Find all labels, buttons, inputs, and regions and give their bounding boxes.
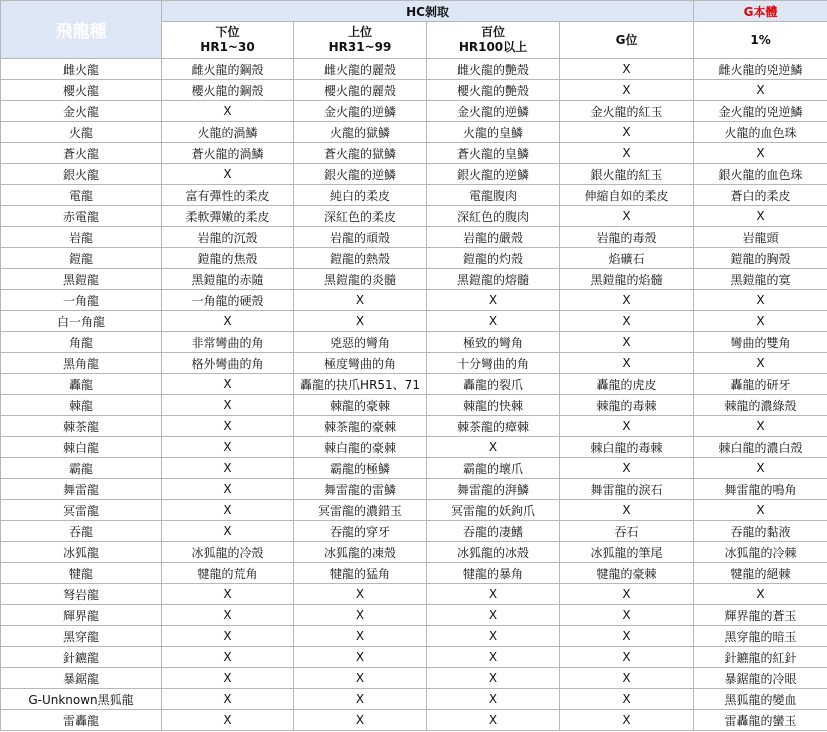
table-row <box>1 710 827 731</box>
material-cell: 黑狐龍的變血 <box>694 689 827 710</box>
material-cell: 冰狐龍的冰殼 <box>427 542 560 563</box>
material-cell: 棘龍的快棘 <box>427 395 560 416</box>
monster-name: 黑穿龍 <box>1 626 162 647</box>
material-cell: X <box>162 164 294 185</box>
material-cell: X <box>694 458 827 479</box>
material-cell: 輝界龍的蒼玉 <box>694 605 827 626</box>
material-cell: X <box>560 605 694 626</box>
material-cell: 岩龍的頑殼 <box>294 227 427 248</box>
material-cell: X <box>427 647 560 668</box>
material-cell: 柔軟彈嫩的柔皮 <box>162 206 294 227</box>
material-cell: 棘白龍的濃白殼 <box>694 437 827 458</box>
material-cell: 霸龍的壞爪 <box>427 458 560 479</box>
material-cell: 極度彎曲的角 <box>294 353 427 374</box>
monster-name: 輝界龍 <box>1 605 162 626</box>
material-cell: 黑穿龍的暗玉 <box>694 626 827 647</box>
material-cell: X <box>427 668 560 689</box>
material-cell: X <box>162 311 294 332</box>
table-row <box>1 416 827 437</box>
material-cell: 焰礦石 <box>560 248 694 269</box>
material-cell: X <box>560 122 694 143</box>
material-cell: 轟龍的抉爪HR51、71 <box>294 374 427 395</box>
material-cell: 犍龍的絕棘 <box>694 563 827 584</box>
material-cell: 伸縮自如的柔皮 <box>560 185 694 206</box>
table-row <box>1 269 827 290</box>
material-cell: X <box>560 206 694 227</box>
table-row <box>1 206 827 227</box>
material-cell: 棘龍的豪棘 <box>294 395 427 416</box>
material-cell: 蒼白的柔皮 <box>694 185 827 206</box>
monster-name: 霸龍 <box>1 458 162 479</box>
material-cell: X <box>162 500 294 521</box>
monster-name: 電龍 <box>1 185 162 206</box>
table-row <box>1 227 827 248</box>
table-row <box>1 332 827 353</box>
material-cell: X <box>694 353 827 374</box>
material-cell: 金火龍的兇逆鱗 <box>694 101 827 122</box>
table-row <box>1 584 827 605</box>
monster-name: 棘白龍 <box>1 437 162 458</box>
material-cell: 霸龍的極鱗 <box>294 458 427 479</box>
material-cell: X <box>560 668 694 689</box>
table-row <box>1 101 827 122</box>
material-cell: X <box>162 710 294 731</box>
table-row <box>1 668 827 689</box>
material-cell: X <box>694 80 827 101</box>
material-cell: 格外彎曲的角 <box>162 353 294 374</box>
material-cell: 舞雷龍的雷鱗 <box>294 479 427 500</box>
material-cell: X <box>294 668 427 689</box>
material-cell: 棘龍的毒棘 <box>560 395 694 416</box>
material-cell: 棘龍的濃綠殼 <box>694 395 827 416</box>
material-cell: X <box>560 353 694 374</box>
material-cell: 棘白龍的豪棘 <box>294 437 427 458</box>
material-cell: 鎧龍的焦殼 <box>162 248 294 269</box>
material-cell: 火龍的獄鱗 <box>294 122 427 143</box>
monster-name: 棘龍 <box>1 395 162 416</box>
col-header-high <box>294 22 427 59</box>
monster-name: 黑角龍 <box>1 353 162 374</box>
material-cell: 雷轟龍的蠻玉 <box>694 710 827 731</box>
material-cell: 吞龍的黏液 <box>694 521 827 542</box>
material-cell: 棘茶龍的瘴棘 <box>427 416 560 437</box>
material-cell: X <box>427 290 560 311</box>
table-row <box>1 59 827 80</box>
material-cell: 火龍的皇鱗 <box>427 122 560 143</box>
material-cell: X <box>294 710 427 731</box>
material-cell: 火龍的渦鱗 <box>162 122 294 143</box>
material-cell: X <box>427 605 560 626</box>
material-cell: 金火龍的逆鱗 <box>427 101 560 122</box>
material-cell: X <box>162 395 294 416</box>
monster-name: G-Unknown黑狐龍 <box>1 689 162 710</box>
material-cell: X <box>560 458 694 479</box>
material-cell: X <box>560 416 694 437</box>
monster-name: 舞雷龍 <box>1 479 162 500</box>
material-cell: 岩龍頭 <box>694 227 827 248</box>
header-row-group <box>1 1 827 22</box>
material-cell: 電龍腹肉 <box>427 185 560 206</box>
col-header-top: 上位 <box>347 25 372 39</box>
table-row <box>1 689 827 710</box>
material-cell: 吞龍的穿牙 <box>294 521 427 542</box>
monster-name: 暴鋸龍 <box>1 668 162 689</box>
monster-name: 金火龍 <box>1 101 162 122</box>
material-cell: X <box>427 311 560 332</box>
material-cell: X <box>560 689 694 710</box>
material-cell: 冥雷龍的妖鉤爪 <box>427 500 560 521</box>
material-cell: 櫻火龍的鋼殼 <box>162 80 294 101</box>
monster-name: 棘茶龍 <box>1 416 162 437</box>
monster-name: 黑鎧龍 <box>1 269 162 290</box>
material-cell: 冰狐龍的冷殼 <box>162 542 294 563</box>
material-cell: X <box>162 647 294 668</box>
material-cell: 犍龍的猛角 <box>294 563 427 584</box>
col-header-bottom: HR31~99 <box>328 40 392 54</box>
material-cell: 棘白龍的毒棘 <box>560 437 694 458</box>
col-header-g: G位 <box>560 22 694 59</box>
material-cell: 雌火龍的艷殼 <box>427 59 560 80</box>
material-cell: 深紅色的柔皮 <box>294 206 427 227</box>
material-cell: 十分彎曲的角 <box>427 353 560 374</box>
monster-name: 櫻火龍 <box>1 80 162 101</box>
material-cell: 冥雷龍的濃錯玉 <box>294 500 427 521</box>
material-cell: X <box>694 416 827 437</box>
monster-name: 冥雷龍 <box>1 500 162 521</box>
monster-name: 鎧龍 <box>1 248 162 269</box>
table-row <box>1 500 827 521</box>
material-cell: X <box>560 584 694 605</box>
material-cell: 銀火龍的紅玉 <box>560 164 694 185</box>
col-header-top: 下位 <box>215 25 240 39</box>
material-cell: X <box>427 584 560 605</box>
material-cell: 舞雷龍的鳴角 <box>694 479 827 500</box>
material-cell: 一角龍的硬殼 <box>162 290 294 311</box>
material-cell: X <box>294 605 427 626</box>
material-cell: X <box>560 290 694 311</box>
material-cell: 雌火龍的兇逆鱗 <box>694 59 827 80</box>
material-cell: 黑鎧龍的熔髓 <box>427 269 560 290</box>
material-cell: 蒼火龍的皇鱗 <box>427 143 560 164</box>
monster-name: 一角龍 <box>1 290 162 311</box>
material-cell: X <box>294 626 427 647</box>
material-cell: 彎曲的雙角 <box>694 332 827 353</box>
material-cell: 冰狐龍的筆尾 <box>560 542 694 563</box>
col-header-bottom: HR1~30 <box>200 40 255 54</box>
material-cell: 冰狐龍的冷棘 <box>694 542 827 563</box>
material-cell: 櫻火龍的麗殼 <box>294 80 427 101</box>
table-row <box>1 605 827 626</box>
material-cell: X <box>162 437 294 458</box>
material-cell: 雌火龍的鋼殼 <box>162 59 294 80</box>
material-cell: 黑鎧龍的寞 <box>694 269 827 290</box>
material-cell: 黑鎧龍的赤隨 <box>162 269 294 290</box>
table-row <box>1 290 827 311</box>
material-cell: X <box>162 374 294 395</box>
table-row <box>1 521 827 542</box>
table-row <box>1 185 827 206</box>
material-cell: X <box>427 626 560 647</box>
material-cell: X <box>294 311 427 332</box>
table-row <box>1 311 827 332</box>
material-cell: X <box>694 584 827 605</box>
monster-name: 銀火龍 <box>1 164 162 185</box>
material-cell: 冰狐龍的凍殼 <box>294 542 427 563</box>
material-cell: X <box>162 101 294 122</box>
material-cell: 極致的彎角 <box>427 332 560 353</box>
col-header-hundred <box>427 22 560 59</box>
monster-name: 雌火龍 <box>1 59 162 80</box>
material-cell: X <box>294 584 427 605</box>
table-row <box>1 164 827 185</box>
corner-title: 飛龍種 <box>1 1 162 59</box>
material-cell: 轟龍的裂爪 <box>427 374 560 395</box>
material-cell: X <box>162 458 294 479</box>
material-cell: 岩龍的沉殼 <box>162 227 294 248</box>
material-cell: X <box>560 59 694 80</box>
material-cell: 金火龍的逆鱗 <box>294 101 427 122</box>
material-cell: 轟龍的研牙 <box>694 374 827 395</box>
table-row <box>1 80 827 101</box>
table-row <box>1 458 827 479</box>
material-cell: 金火龍的紅玉 <box>560 101 694 122</box>
material-cell: X <box>694 143 827 164</box>
material-cell: X <box>560 311 694 332</box>
table-row <box>1 374 827 395</box>
material-cell: 棘茶龍的豪棘 <box>294 416 427 437</box>
material-cell: X <box>294 290 427 311</box>
material-cell: X <box>560 332 694 353</box>
material-cell: 岩龍的毒殼 <box>560 227 694 248</box>
material-cell: X <box>427 710 560 731</box>
material-cell: 火龍的血色珠 <box>694 122 827 143</box>
table-row <box>1 122 827 143</box>
material-cell: X <box>694 311 827 332</box>
monster-name: 雷轟龍 <box>1 710 162 731</box>
table-row <box>1 647 827 668</box>
material-cell: X <box>694 206 827 227</box>
material-cell: X <box>162 416 294 437</box>
material-cell: X <box>694 500 827 521</box>
material-cell: X <box>560 647 694 668</box>
material-cell: 黑鎧龍的炎髓 <box>294 269 427 290</box>
material-cell: 兇惡的彎角 <box>294 332 427 353</box>
material-cell: 蒼火龍的獄鱗 <box>294 143 427 164</box>
material-cell: X <box>560 143 694 164</box>
table-row <box>1 395 827 416</box>
hc-group-header: HC剝取 <box>162 1 694 22</box>
material-cell: 犍龍的荒角 <box>162 563 294 584</box>
table-row <box>1 353 827 374</box>
material-cell: X <box>162 626 294 647</box>
table-row <box>1 437 827 458</box>
g-body-header: G本體 <box>694 1 827 22</box>
material-cell: 犍龍的豪棘 <box>560 563 694 584</box>
monster-name: 針鑣龍 <box>1 647 162 668</box>
table-row <box>1 248 827 269</box>
monster-name: 弩岩龍 <box>1 584 162 605</box>
material-cell: X <box>694 290 827 311</box>
material-cell: X <box>427 437 560 458</box>
material-cell: X <box>427 689 560 710</box>
material-cell: 鎧龍的熱殼 <box>294 248 427 269</box>
table-row <box>1 479 827 500</box>
table-row <box>1 626 827 647</box>
col-header-one-percent: 1% <box>694 22 827 59</box>
material-cell: 針鑣龍的紅針 <box>694 647 827 668</box>
material-cell: 舞雷龍的湃鱗 <box>427 479 560 500</box>
material-cell: 蒼火龍的渦鱗 <box>162 143 294 164</box>
col-header-top: 百位 <box>480 25 505 39</box>
material-cell: 暴鋸龍的冷眼 <box>694 668 827 689</box>
monster-name: 吞龍 <box>1 521 162 542</box>
table-row <box>1 143 827 164</box>
material-cell: 深紅色的腹肉 <box>427 206 560 227</box>
material-cell: 櫻火龍的艷殼 <box>427 80 560 101</box>
material-cell: 純白的柔皮 <box>294 185 427 206</box>
material-cell: 黑鎧龍的焰髓 <box>560 269 694 290</box>
monster-name: 冰狐龍 <box>1 542 162 563</box>
monster-name: 角龍 <box>1 332 162 353</box>
material-cell: 鎧龍的胸殼 <box>694 248 827 269</box>
material-cell: X <box>162 584 294 605</box>
material-cell: 銀火龍的逆鱗 <box>294 164 427 185</box>
material-cell: X <box>162 689 294 710</box>
material-cell: X <box>162 479 294 500</box>
material-cell: 富有彈性的柔皮 <box>162 185 294 206</box>
monster-name: 火龍 <box>1 122 162 143</box>
material-cell: 雌火龍的麗殼 <box>294 59 427 80</box>
table-row <box>1 563 827 584</box>
material-cell: X <box>294 689 427 710</box>
monster-name: 轟龍 <box>1 374 162 395</box>
material-cell: 犍龍的暴角 <box>427 563 560 584</box>
material-cell: X <box>162 521 294 542</box>
monster-name: 犍龍 <box>1 563 162 584</box>
material-cell: X <box>560 626 694 647</box>
col-header-bottom: HR100以上 <box>458 40 528 54</box>
col-header-low <box>162 22 294 59</box>
material-cell: X <box>560 500 694 521</box>
material-cell: 舞雷龍的淚石 <box>560 479 694 500</box>
table-row <box>1 542 827 563</box>
material-cell: 吞龍的凄鰭 <box>427 521 560 542</box>
material-cell: X <box>560 80 694 101</box>
material-cell: X <box>560 710 694 731</box>
material-cell: X <box>162 668 294 689</box>
material-cell: 岩龍的嚴殼 <box>427 227 560 248</box>
material-cell: 銀火龍的血色珠 <box>694 164 827 185</box>
material-cell: X <box>294 647 427 668</box>
monster-name: 白一角龍 <box>1 311 162 332</box>
monster-name: 岩龍 <box>1 227 162 248</box>
material-cell: 鎧龍的灼殼 <box>427 248 560 269</box>
material-cell: 非常彎曲的角 <box>162 332 294 353</box>
material-cell: 吞石 <box>560 521 694 542</box>
monster-name: 赤電龍 <box>1 206 162 227</box>
monster-name: 蒼火龍 <box>1 143 162 164</box>
material-cell: X <box>162 605 294 626</box>
material-cell: 銀火龍的逆鱗 <box>427 164 560 185</box>
material-cell: 轟龍的虎皮 <box>560 374 694 395</box>
